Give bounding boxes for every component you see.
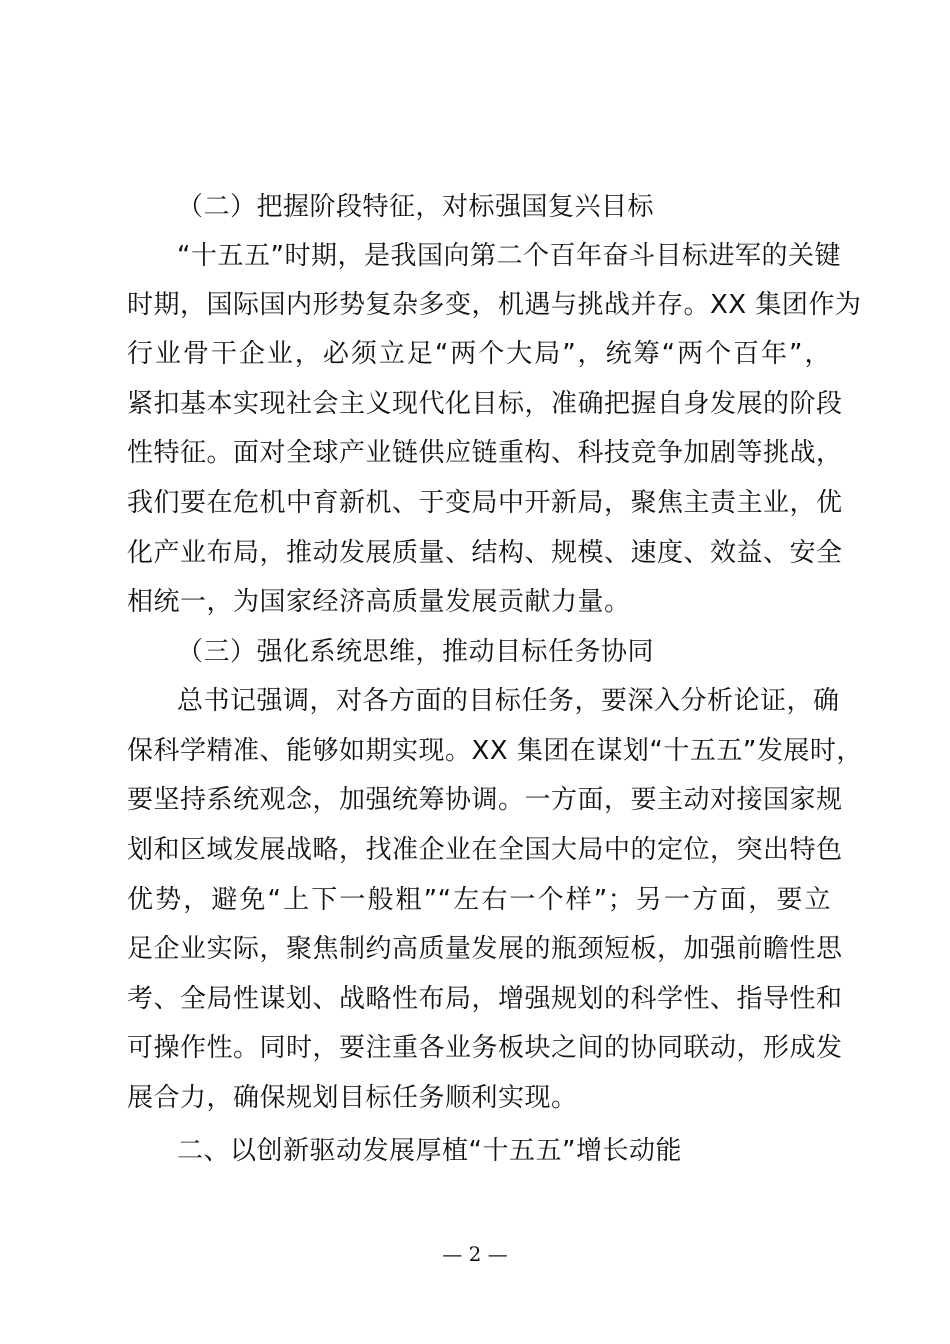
paragraph-line: 相统一，为国家经济高质量发展贡献力量。 bbox=[127, 587, 631, 617]
paragraph-line: 紧扣基本实现社会主义现代化目标，准确把握自身发展的阶段 bbox=[127, 389, 843, 419]
paragraph-line: 考、全局性谋划、战略性布局，增强规划的科学性、指导性和 bbox=[127, 984, 843, 1014]
part-heading-2: 二、以创新驱动发展厚植“十五五”增长动能 bbox=[177, 1136, 682, 1166]
paragraph-line: 优势，避免“上下一般粗”“左右一个样”；另一方面，要立 bbox=[127, 885, 831, 915]
paragraph-line: 划和区域发展战略，找准企业在全国大局中的定位，突出特色 bbox=[127, 835, 843, 865]
paragraph-line: 要坚持系统观念，加强统筹协调。一方面，要主动对接国家规 bbox=[127, 785, 843, 815]
paragraph-line: 我们要在危机中育新机、于变局中开新局，聚焦主责主业，优 bbox=[127, 488, 843, 518]
paragraph-line: 性特征。面对全球产业链供应链重构、科技竞争加剧等挑战， bbox=[127, 438, 843, 468]
section-heading-2: （二）把握阶段特征，对标强国复兴目标 bbox=[177, 192, 655, 222]
paragraph-line: 足企业实际，聚焦制约高质量发展的瓶颈短板，加强前瞻性思 bbox=[127, 934, 843, 964]
section-heading-3: （三）强化系统思维，推动目标任务协同 bbox=[177, 637, 655, 667]
paragraph-line: 可操作性。同时，要注重各业务板块之间的协同联动，形成发 bbox=[127, 1033, 843, 1063]
paragraph-line: 保科学精准、能够如期实现。XX 集团在谋划“十五五”发展时， bbox=[127, 736, 863, 766]
paragraph-line: 总书记强调，对各方面的目标任务，要深入分析论证，确 bbox=[177, 686, 840, 716]
paragraph-line: 化产业布局，推动发展质量、结构、规模、速度、效益、安全 bbox=[127, 538, 843, 568]
paragraph-line: 时期，国际国内形势复杂多变，机遇与挑战并存。XX 集团作为 bbox=[127, 290, 862, 320]
paragraph-line: 展合力，确保规划目标任务顺利实现。 bbox=[127, 1083, 578, 1113]
paragraph-line: “十五五”时期，是我国向第二个百年奋斗目标进军的关键 bbox=[177, 241, 841, 271]
page-number: — 2 — bbox=[442, 1242, 508, 1266]
paragraph-line: 行业骨干企业，必须立足“两个大局”，统筹“两个百年”， bbox=[127, 339, 831, 369]
